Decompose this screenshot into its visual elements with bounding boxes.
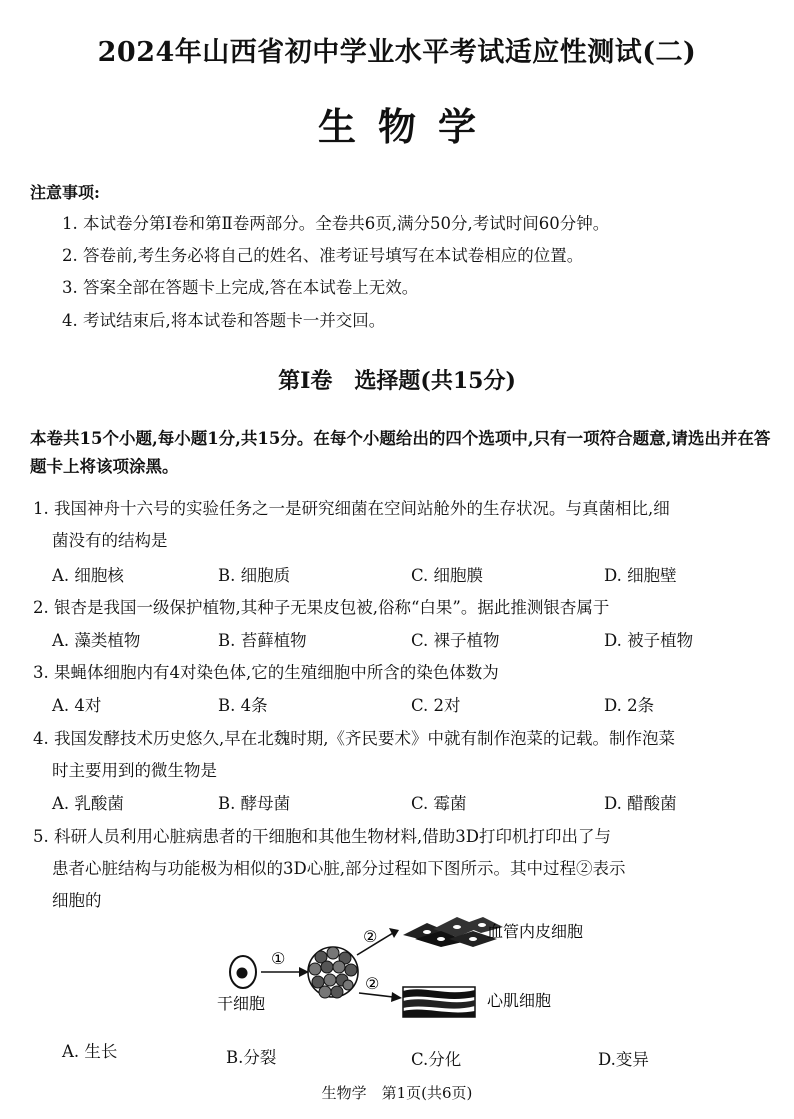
stem-cell-label: 干细胞 — [217, 994, 266, 1013]
question-2-option-b: B. 苔藓植物 — [218, 631, 307, 650]
question-3-stem: 3. 果蝇体细胞内有4对染色体,它的生殖细胞中所含的染色体数为 — [33, 663, 499, 682]
step-1-marker: ① — [271, 949, 286, 968]
question-5-option-c: C.分化 — [411, 1050, 462, 1069]
question-3-option-a: A. 4对 — [52, 696, 102, 715]
question-1-option-b: B. 细胞质 — [218, 566, 291, 585]
question-4-option-a: A. 乳酸菌 — [52, 794, 124, 813]
arrow-step-2-lower — [359, 992, 402, 1002]
question-1-option-c: C. 细胞膜 — [411, 566, 484, 585]
question-4-option-c: C. 霉菌 — [411, 794, 467, 813]
section-instructions: 本卷共15个小题,每小题1分,共15分。在每个小题给出的四个选项中,只有一项符合题意,请选出并在答题卡上将该项涂黑。 — [30, 429, 771, 476]
question-3-option-c: C. 2对 — [411, 696, 461, 715]
cell-cluster-icon — [308, 947, 358, 998]
subject-title: 生物学 — [317, 104, 498, 149]
page-footer: 生物学 第1页(共6页) — [321, 1084, 473, 1102]
endothelial-cell-label: 血管内皮细胞 — [487, 922, 584, 941]
cardiac-muscle-cells-icon — [403, 987, 475, 1017]
question-4-option-d: D. 醋酸菌 — [604, 794, 677, 813]
section-title: 第Ⅰ卷 选择题(共15分) — [278, 368, 516, 394]
notice-item: 3. 答案全部在答题卡上完成,答在本试卷上无效。 — [62, 278, 419, 297]
question-3-option-d: D. 2条 — [604, 696, 655, 715]
notice-item: 4. 考试结束后,将本试卷和答题卡一并交回。 — [62, 311, 386, 330]
question-4-stem-cont: 时主要用到的微生物是 — [52, 761, 217, 780]
question-1-option-d: D. 细胞壁 — [604, 566, 677, 585]
notice-item: 1. 本试卷分第Ⅰ卷和第Ⅱ卷两部分。全卷共6页,满分50分,考试时间60分钟。 — [62, 214, 610, 233]
notice-item: 2. 答卷前,考生务必将自己的姓名、准考证号填写在本试卷相应的位置。 — [62, 246, 584, 265]
question-2-stem: 2. 银杏是我国一级保护植物,其种子无果皮包被,俗称“白果”。据此推测银杏属于 — [33, 598, 610, 617]
question-2-option-a: A. 藻类植物 — [52, 631, 141, 650]
question-2-option-c: C. 裸子植物 — [411, 631, 500, 650]
step-2-marker-upper: ② — [363, 927, 378, 946]
question-1-option-a: A. 细胞核 — [52, 566, 124, 585]
stem-cell-icon — [230, 956, 256, 988]
question-5-stem: 5. 科研人员利用心脏病患者的干细胞和其他生物材料,借助3D打印机打印出了与 — [33, 827, 611, 846]
question-4-stem: 4. 我国发酵技术历史悠久,早在北魏时期,《齐民要术》中就有制作泡菜的记载。制作泡菜 — [33, 729, 675, 748]
question-5-stem-cont: 细胞的 — [52, 891, 102, 910]
question-4-option-b: B. 酵母菌 — [218, 794, 291, 813]
question-1-stem: 1. 我国神舟十六号的实验任务之一是研究细菌在空间站舱外的生存状况。与真菌相比,细 — [33, 499, 670, 518]
arrow-step-1 — [261, 967, 309, 977]
question-3-option-b: B. 4条 — [218, 696, 268, 715]
cardiac-cell-label: 心肌细胞 — [487, 991, 552, 1010]
question-2-option-d: D. 被子植物 — [604, 631, 694, 650]
notice-heading: 注意事项: — [30, 183, 100, 202]
cell-differentiation-diagram — [205, 905, 625, 1035]
question-5-stem-cont: 患者心脏结构与功能极为相似的3D心脏,部分过程如下图所示。其中过程②表示 — [52, 859, 626, 878]
step-2-marker-lower: ② — [365, 974, 380, 993]
question-5-option-d: D.变异 — [598, 1050, 649, 1069]
exam-title: 2024年山西省初中学业水平考试适应性测试(二) — [97, 37, 697, 68]
question-5-option-b: B.分裂 — [226, 1048, 277, 1067]
question-5-option-a: A. 生长 — [62, 1042, 118, 1061]
question-1-stem-cont: 菌没有的结构是 — [52, 531, 168, 550]
